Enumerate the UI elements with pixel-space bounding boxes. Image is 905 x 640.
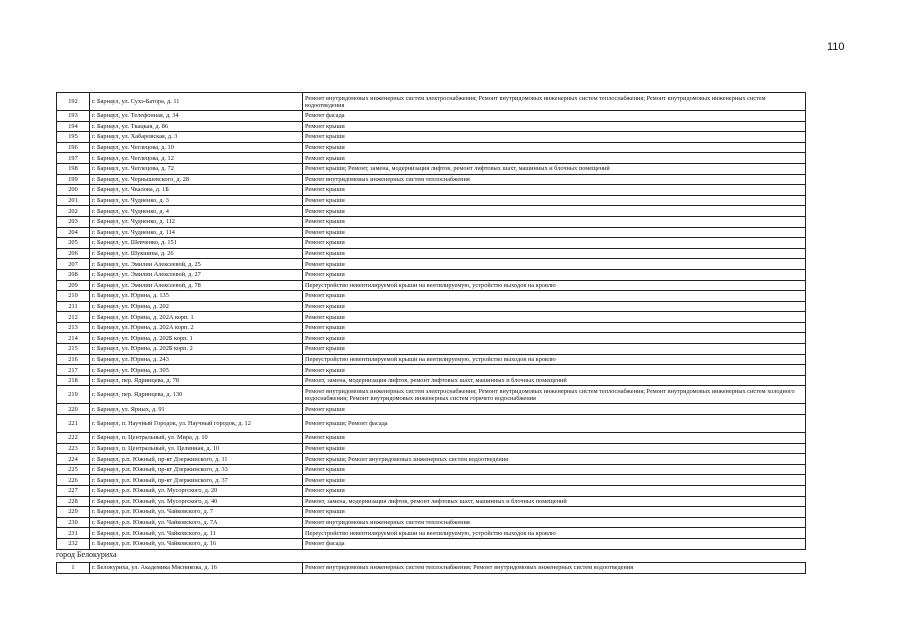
row-address: г. Барнаул, р.п. Южный, пр-кт Дзержинского, д. 11	[90, 454, 303, 465]
row-works: Ремонт крыши	[303, 216, 806, 227]
row-number: 214	[57, 333, 90, 344]
row-number: 201	[57, 195, 90, 206]
row-number: 199	[57, 174, 90, 185]
row-number: 225	[57, 464, 90, 475]
row-works: Ремонт крыши	[303, 153, 806, 164]
row-address: г. Барнаул, р.п. Южный, ул. Чайковского, д. 7	[90, 507, 303, 518]
row-works: Ремонт крыши	[303, 206, 806, 217]
row-number: 230	[57, 517, 90, 528]
row-number: 226	[57, 475, 90, 486]
row-address: г. Барнаул, ул. Шевченко, д. 151	[90, 238, 303, 249]
page-number: 110	[827, 41, 845, 53]
row-address: г. Барнаул, р.п. Южный, ул. Чайковского, д. 11	[90, 528, 303, 539]
row-number: 222	[57, 433, 90, 444]
row-number: 195	[57, 132, 90, 143]
row-works: Ремонт крыши	[303, 195, 806, 206]
row-address: г. Барнаул, п. Центральный, ул. Целинная, д. 10	[90, 443, 303, 454]
row-number: 232	[57, 538, 90, 549]
row-number: 192	[57, 93, 90, 111]
table-row	[57, 333, 806, 344]
row-works: Ремонт крыши; Ремонт внутридомовых инженерных систем водоотведения	[303, 454, 806, 465]
row-number: 216	[57, 354, 90, 365]
table-row	[57, 185, 806, 196]
table-row	[57, 238, 806, 249]
table-row	[57, 322, 806, 333]
row-works: Ремонт внутридомовых инженерных систем теплоснабжения; Ремонт внутридомовых инженерных систем водоотведения	[303, 563, 806, 574]
repair-table	[56, 92, 806, 550]
row-works: Ремонт крыши; Ремонт, замена, модернизация лифтов, ремонт лифтовых шахт, машинных и блочных помещений	[303, 163, 806, 174]
row-number: 227	[57, 486, 90, 497]
row-address: г. Барнаул, ул. Юрина, д. 202Б корп. 1	[90, 333, 303, 344]
row-address: г. Барнаул, ул. Чкалова, д. 1Б	[90, 185, 303, 196]
table-row	[57, 528, 806, 539]
row-address: г. Барнаул, ул. Эмилии Алексеевой, д. 78	[90, 280, 303, 291]
row-number: 202	[57, 206, 90, 217]
row-number: 224	[57, 454, 90, 465]
table-row	[57, 464, 806, 475]
table-row	[57, 563, 806, 574]
row-address: г. Барнаул, ул. Юрина, д. 305	[90, 365, 303, 376]
row-address: г. Барнаул, ул. Чеглецова, д. 72	[90, 163, 303, 174]
row-address: г. Барнаул, ул. Эмилии Алексеевой, д. 27	[90, 269, 303, 280]
row-number: 218	[57, 375, 90, 386]
table-row	[57, 132, 806, 143]
row-address: г. Барнаул, ул. Чудненко, д. 112	[90, 216, 303, 227]
row-address: г. Барнаул, ул. Юрина, д. 202	[90, 301, 303, 312]
row-number: 220	[57, 404, 90, 415]
row-works: Ремонт крыши	[303, 486, 806, 497]
row-address: г. Барнаул, ул. Ткацкая, д. 86	[90, 121, 303, 132]
row-number: 205	[57, 238, 90, 249]
table-row	[57, 121, 806, 132]
row-number: 193	[57, 111, 90, 122]
row-number: 211	[57, 301, 90, 312]
table-row	[57, 174, 806, 185]
row-address: г. Барнаул, ул. Эмилии Алексеевой, д. 25	[90, 259, 303, 270]
row-address: г. Барнаул, п. Научный Городок, ул. Научный городок, д. 12	[90, 415, 303, 433]
row-number: 228	[57, 496, 90, 507]
row-works: Ремонт крыши	[303, 227, 806, 238]
row-address: г. Барнаул, р.п. Южный, пр-кт Дзержинского, д. 33	[90, 464, 303, 475]
table-row	[57, 195, 806, 206]
row-works: Ремонт крыши	[303, 404, 806, 415]
table-row	[57, 475, 806, 486]
table-row	[57, 93, 806, 111]
row-address: г. Барнаул, ул. Ярных, д. 91	[90, 404, 303, 415]
table-row	[57, 163, 806, 174]
table-row	[57, 486, 806, 497]
table-row	[57, 312, 806, 323]
row-works: Ремонт внутридомовых инженерных систем электроснабжения; Ремонт внутридомовых инженерных систем теплоснабжения; Ремонт внутридомовых инженерных систем холодного водоснабжения; Ремонт внутридомовых инженерных систем горячего водоснабжения	[303, 386, 806, 404]
table-row	[57, 301, 806, 312]
row-works: Ремонт крыши	[303, 291, 806, 302]
row-address: г. Барнаул, ул. Хабаровская, д. 3	[90, 132, 303, 143]
row-number: 197	[57, 153, 90, 164]
row-address: г. Барнаул, ул. Чеглецова, д. 10	[90, 142, 303, 153]
row-works: Ремонт крыши	[303, 475, 806, 486]
row-address: г. Барнаул, п. Центральный, ул. Мира, д. 10	[90, 433, 303, 444]
row-works: Переустройство невентилируемой крыши на вентилируемую, устройство выходов на кровлю	[303, 528, 806, 539]
row-address: г. Барнаул, р.п. Южный, ул. Мусоргского, д. 40	[90, 496, 303, 507]
row-works: Ремонт крыши	[303, 132, 806, 143]
row-address: г. Барнаул, ул. Чудненко, д. 3	[90, 195, 303, 206]
row-works: Ремонт крыши	[303, 344, 806, 355]
row-works: Ремонт внутридомовых инженерных систем теплоснабжения	[303, 174, 806, 185]
row-number: 212	[57, 312, 90, 323]
table-row	[57, 354, 806, 365]
table-row	[57, 507, 806, 518]
section-city-heading: город Белокуриха	[56, 550, 117, 559]
row-address: г. Барнаул, ул. Юрина, д. 202А корп. 1	[90, 312, 303, 323]
table-row	[57, 111, 806, 122]
row-number: 231	[57, 528, 90, 539]
table-row	[57, 206, 806, 217]
row-address: г. Барнаул, р.п. Южный, пр-кт Дзержинского, д. 37	[90, 475, 303, 486]
table-row	[57, 291, 806, 302]
row-address: г. Барнаул, ул. Чудненко, д. 4	[90, 206, 303, 217]
row-works: Ремонт фасада	[303, 538, 806, 549]
row-address: г. Барнаул, ул. Телефонная, д. 34	[90, 111, 303, 122]
table-row	[57, 280, 806, 291]
table-row	[57, 227, 806, 238]
row-works: Переустройство невентилируемой крыши на вентилируемую, устройство выходов на кровлю	[303, 280, 806, 291]
row-number: 215	[57, 344, 90, 355]
table-row	[57, 496, 806, 507]
row-number: 217	[57, 365, 90, 376]
row-number: 194	[57, 121, 90, 132]
row-address: г. Барнаул, ул. Чудненко, д. 114	[90, 227, 303, 238]
row-number: 221	[57, 415, 90, 433]
table-row	[57, 216, 806, 227]
row-works: Ремонт крыши	[303, 322, 806, 333]
row-number: 198	[57, 163, 90, 174]
repair-table-belokurikha	[56, 562, 806, 574]
table-row	[57, 375, 806, 386]
row-works: Ремонт фасада	[303, 111, 806, 122]
table-row	[57, 415, 806, 433]
row-works: Ремонт, замена, модернизация лифтов, ремонт лифтовых шахт, машинных и блочных помещений	[303, 496, 806, 507]
row-address: г. Барнаул, пер. Ядринцева, д. 78	[90, 375, 303, 386]
row-works: Ремонт крыши	[303, 248, 806, 259]
row-number: 208	[57, 269, 90, 280]
row-number: 196	[57, 142, 90, 153]
row-works: Ремонт крыши	[303, 121, 806, 132]
row-works: Ремонт крыши	[303, 507, 806, 518]
row-address: г. Барнаул, р.п. Южный, ул. Чайковского, д. 16	[90, 538, 303, 549]
row-works: Ремонт крыши	[303, 312, 806, 323]
table-row	[57, 517, 806, 528]
row-address: г. Барнаул, пер. Ядринцева, д. 130	[90, 386, 303, 404]
row-works: Ремонт крыши	[303, 333, 806, 344]
row-number: 203	[57, 216, 90, 227]
row-number: 210	[57, 291, 90, 302]
table-row	[57, 386, 806, 404]
row-works: Ремонт, замена, модернизация лифтов, ремонт лифтовых шахт, машинных и блочных помещений	[303, 375, 806, 386]
table-row	[57, 142, 806, 153]
row-works: Ремонт крыши	[303, 301, 806, 312]
table-row	[57, 454, 806, 465]
row-address: г. Барнаул, ул. Юрина, д. 243	[90, 354, 303, 365]
table-row	[57, 365, 806, 376]
row-works: Ремонт внутридомовых инженерных систем теплоснабжения	[303, 517, 806, 528]
row-address: г. Барнаул, ул. Сухэ-Батора, д. 11	[90, 93, 303, 111]
row-works: Ремонт внутридомовых инженерных систем электроснабжения; Ремонт внутридомовых инженерных систем теплоснабжения; Ремонт внутридомовых инженерных систем водоотведения	[303, 93, 806, 111]
table-row	[57, 259, 806, 270]
row-works: Ремонт крыши	[303, 365, 806, 376]
row-works: Ремонт крыши	[303, 464, 806, 475]
row-works: Ремонт крыши; Ремонт фасада	[303, 415, 806, 433]
row-number: 213	[57, 322, 90, 333]
row-number: 207	[57, 259, 90, 270]
table-row	[57, 443, 806, 454]
row-works: Ремонт крыши	[303, 238, 806, 249]
row-address: г. Белокуриха, ул. Академика Мясникова, д. 16	[90, 563, 303, 574]
table-row	[57, 433, 806, 444]
table-row	[57, 248, 806, 259]
row-address: г. Барнаул, р.п. Южный, ул. Мусоргского, д. 20	[90, 486, 303, 497]
row-address: г. Барнаул, ул. Шукшина, д. 26	[90, 248, 303, 259]
row-address: г. Барнаул, ул. Юрина, д. 202Б корп. 2	[90, 344, 303, 355]
row-number: 204	[57, 227, 90, 238]
row-address: г. Барнаул, ул. Чеглецова, д. 12	[90, 153, 303, 164]
table-row	[57, 538, 806, 549]
row-number: 200	[57, 185, 90, 196]
row-number: 206	[57, 248, 90, 259]
row-number: 223	[57, 443, 90, 454]
row-number: 229	[57, 507, 90, 518]
row-address: г. Барнаул, ул. Чернышевского, д. 28	[90, 174, 303, 185]
table-row	[57, 344, 806, 355]
table-row	[57, 269, 806, 280]
row-works: Ремонт крыши	[303, 142, 806, 153]
row-works: Ремонт крыши	[303, 185, 806, 196]
table-row	[57, 404, 806, 415]
row-works: Переустройство невентилируемой крыши на вентилируемую, устройство выходов на кровлю	[303, 354, 806, 365]
row-number: 219	[57, 386, 90, 404]
row-address: г. Барнаул, ул. Юрина, д. 135	[90, 291, 303, 302]
row-works: Ремонт крыши	[303, 259, 806, 270]
row-number: 1	[57, 563, 90, 574]
row-works: Ремонт крыши	[303, 269, 806, 280]
row-address: г. Барнаул, р.п. Южный, ул. Чайковского, д. 7А	[90, 517, 303, 528]
row-number: 209	[57, 280, 90, 291]
row-works: Ремонт крыши	[303, 433, 806, 444]
row-works: Ремонт крыши	[303, 443, 806, 454]
row-address: г. Барнаул, ул. Юрина, д. 202А корп. 2	[90, 322, 303, 333]
table-row	[57, 153, 806, 164]
